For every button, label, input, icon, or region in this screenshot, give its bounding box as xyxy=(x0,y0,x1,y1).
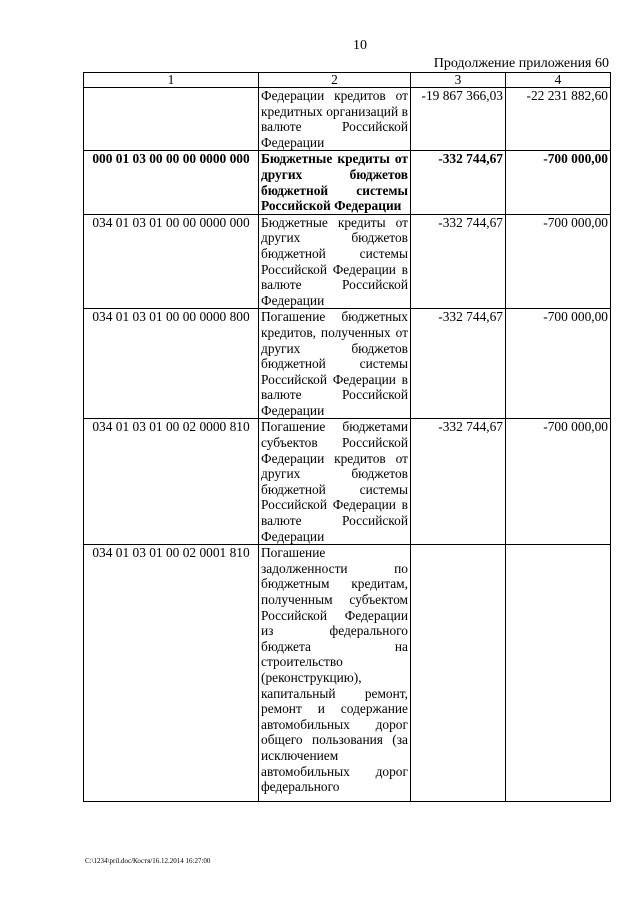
budget-code-cell: 034 01 03 01 00 00 0000 000 xyxy=(84,214,259,309)
table-row xyxy=(84,419,611,545)
header-row xyxy=(84,73,611,88)
description-cell: Погашение задолженности по бюджетным кредитам, полученным субъектом Российской Федерации из федерального бюджета на строительство (реконструкцию), капитальный ремонт, ремонт и содержание автомобильных дорог общего пользования (за исключением автомобильных дорог федерального xyxy=(259,545,411,802)
footer-file-path: C:\1234\pril.doc/Костя/16.12.2014 16:27:00 xyxy=(85,857,211,865)
amount-col4-cell: -700 000,00 xyxy=(506,151,611,214)
column-header-3: 3 xyxy=(411,73,506,88)
description-cell: Бюджетные кредиты от других бюджетов бюджетной системы Российской Федерации в валюте Российской Федерации xyxy=(259,214,411,309)
amount-col3-cell xyxy=(411,545,506,802)
description-cell: Погашение бюджетных кредитов, полученных от других бюджетов бюджетной системы Российской Федерации в валюте Российской Федерации xyxy=(259,309,411,419)
description-cell: Погашение бюджетами субъектов Российской Федерации кредитов от других бюджетов бюджетной системы Российской Федерации в валюте Российской Федерации xyxy=(259,419,411,545)
amount-col4-cell: -700 000,00 xyxy=(506,419,611,545)
amount-col4-cell: -22 231 882,60 xyxy=(506,88,611,151)
amount-col4-cell xyxy=(506,545,611,802)
table-row xyxy=(84,151,611,214)
column-header-4: 4 xyxy=(506,73,611,88)
amount-col3-cell: -332 744,67 xyxy=(411,419,506,545)
budget-table xyxy=(83,72,611,802)
page-number: 10 xyxy=(353,38,367,53)
column-header-2: 2 xyxy=(259,73,411,88)
table-row xyxy=(84,545,611,802)
description-cell: Бюджетные кредиты от других бюджетов бюджетной системы Российской Федерации xyxy=(259,151,411,214)
continuation-label: Продолжение приложения 60 xyxy=(433,56,609,71)
budget-code-cell: 034 01 03 01 00 00 0000 800 xyxy=(84,309,259,419)
budget-code-cell: 034 01 03 01 00 02 0000 810 xyxy=(84,419,259,545)
amount-col3-cell: -332 744,67 xyxy=(411,151,506,214)
amount-col3-cell: -19 867 366,03 xyxy=(411,88,506,151)
column-header-1: 1 xyxy=(84,73,259,88)
amount-col3-cell: -332 744,67 xyxy=(411,309,506,419)
budget-code-cell: 034 01 03 01 00 02 0001 810 xyxy=(84,545,259,802)
table-row xyxy=(84,309,611,419)
amount-col3-cell: -332 744,67 xyxy=(411,214,506,309)
table-row xyxy=(84,214,611,309)
budget-code-cell xyxy=(84,88,259,151)
amount-col4-cell: -700 000,00 xyxy=(506,214,611,309)
budget-code-cell: 000 01 03 00 00 00 0000 000 xyxy=(84,151,259,214)
table-row xyxy=(84,88,611,151)
description-cell: Федерации кредитов от кредитных организаций в валюте Российской Федерации xyxy=(259,88,411,151)
amount-col4-cell: -700 000,00 xyxy=(506,309,611,419)
